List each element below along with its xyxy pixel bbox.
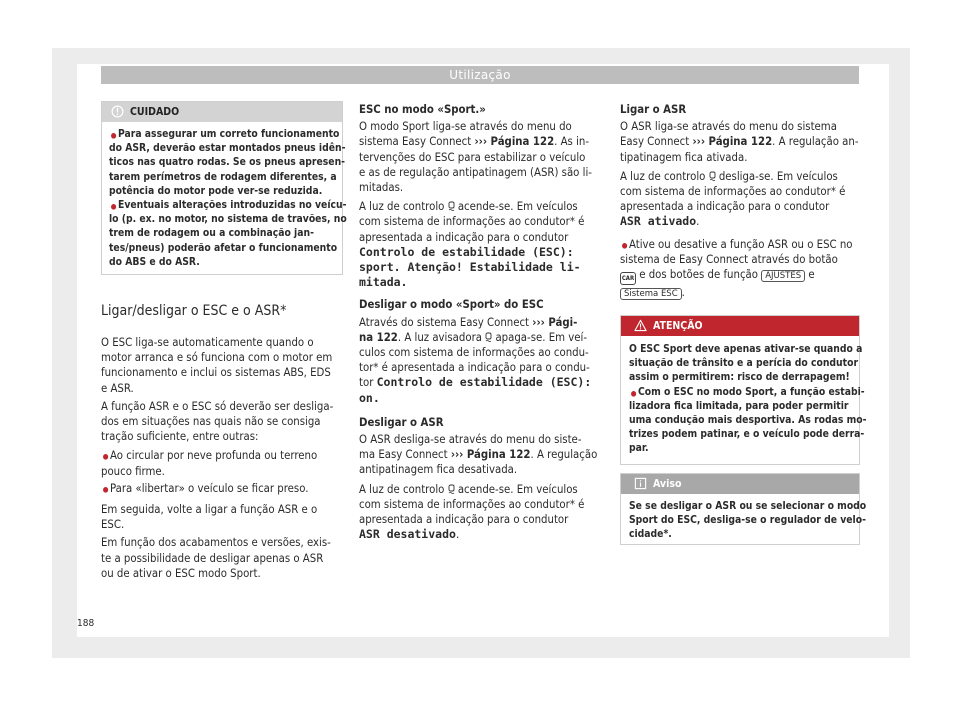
esc-warning-lamp-icon bbox=[448, 201, 455, 212]
caution-line: ticos nas quatro rodas. Se os pneus apresen- bbox=[109, 156, 346, 169]
section-title: Ligar/desligar o ESC e o ASR* bbox=[101, 303, 287, 319]
text-line bbox=[359, 134, 603, 149]
display-message: Controlo de estabilidade (ESC): bbox=[359, 244, 574, 259]
text-line: O ASR desliga-se através do menu do siste- bbox=[359, 433, 582, 447]
text-span: . A regulação bbox=[530, 448, 598, 462]
text-line: dos em situações nas quais não se consiga bbox=[101, 415, 321, 429]
text-line: ou de ativar o ESC modo Sport. bbox=[101, 566, 261, 580]
notice-line: Se se desligar o ASR ou se selecionar o modo bbox=[629, 500, 867, 512]
text-span: . bbox=[696, 215, 700, 229]
text-span: tor bbox=[359, 376, 374, 390]
text-line: A função ASR e o ESC só deverão ser desliga- bbox=[101, 399, 334, 413]
text-span: . A luz avisadora bbox=[397, 330, 482, 344]
text-line bbox=[620, 134, 860, 149]
text-line bbox=[359, 199, 603, 214]
text-line: apresentada a indicação para o condutor bbox=[359, 230, 569, 244]
caution-box bbox=[101, 101, 347, 275]
text-span: acende-se. Em veículos bbox=[454, 200, 578, 214]
text-line: culos com sistema de informações ao condu- bbox=[359, 346, 589, 360]
text-line: ESC. bbox=[101, 518, 125, 532]
text-span: sistema Easy Connect bbox=[359, 135, 472, 149]
text-line bbox=[620, 285, 860, 300]
notice-header bbox=[621, 474, 859, 494]
text-line bbox=[359, 527, 603, 542]
text-line: antipatinagem fica desativada. bbox=[359, 463, 518, 477]
left-column bbox=[101, 335, 341, 581]
info-circle-icon bbox=[111, 105, 124, 118]
warning-label: ATENÇÃO bbox=[653, 320, 703, 332]
text-line: sistema de Easy Connect através do botão bbox=[620, 252, 838, 266]
text-span: . bbox=[455, 528, 460, 542]
text-span: ma Easy Connect bbox=[359, 448, 448, 462]
text-line bbox=[359, 482, 603, 497]
warning-line: assim o permitirem: risco de derrapagem! bbox=[629, 371, 850, 384]
text-line: com sistema de informações ao condutor* é bbox=[359, 497, 585, 511]
warning-line: uma condução mais desportiva. As rodas mo- bbox=[629, 414, 867, 427]
warning-box bbox=[620, 315, 867, 465]
caution-line: Para assegurar um correto funcionamento bbox=[118, 128, 340, 140]
caution-line: do ABS e do ASR. bbox=[109, 255, 200, 268]
text-span: . As in- bbox=[554, 135, 590, 149]
caution-item bbox=[109, 198, 347, 269]
display-message: ASR desativado bbox=[359, 527, 456, 542]
bullet-icon: • bbox=[620, 236, 630, 256]
text-line: com sistema de informações ao condutor* é bbox=[620, 185, 846, 199]
caution-line: Eventuais alterações introduzidas no veícu- bbox=[118, 199, 347, 212]
display-message: on. bbox=[359, 390, 380, 405]
text-line: Para «libertar» o veículo se ficar preso. bbox=[110, 481, 309, 495]
display-message: Controlo de estabilidade (ESC): bbox=[376, 375, 592, 390]
text-line bbox=[620, 169, 860, 184]
caution-item bbox=[109, 127, 346, 198]
info-square-icon bbox=[634, 477, 647, 490]
bullet-icon: • bbox=[109, 198, 119, 218]
bullet-icon: • bbox=[109, 127, 119, 146]
text-line: apresentada a indicação para o condutor bbox=[359, 513, 569, 527]
chapter-header: Utilização bbox=[101, 66, 859, 84]
subheading: Desligar o modo «Sport» do ESC bbox=[359, 298, 544, 312]
page-number: 188 bbox=[77, 618, 95, 629]
text-line: tervenções do ESC para estabilizar o veículo bbox=[359, 150, 586, 164]
subheading: ESC no modo «Sport.» bbox=[359, 103, 486, 116]
list-item bbox=[620, 237, 860, 301]
car-button[interactable]: CAR bbox=[620, 272, 636, 285]
warning-line: trizes podem patinar, e o veículo pode derra- bbox=[629, 428, 865, 441]
notice-label: Aviso bbox=[653, 478, 682, 490]
text-line: te a possibilidade de desligar apenas o ASR bbox=[101, 551, 324, 565]
text-span: A luz de controlo bbox=[620, 169, 706, 183]
warning-body bbox=[621, 336, 867, 456]
text-line: apresentada a indicação para o condutor bbox=[620, 200, 830, 214]
caution-line: trem de rodagem ou a combinação jan- bbox=[109, 227, 314, 240]
display-message: sport. Atenção! Estabilidade li- bbox=[359, 260, 581, 275]
text-line bbox=[620, 214, 860, 229]
page-reference-link[interactable]: ››› Pági- bbox=[532, 315, 578, 329]
text-span: Através do sistema Easy Connect bbox=[359, 315, 530, 329]
notice-box bbox=[620, 473, 867, 545]
warning-line: par. bbox=[629, 442, 649, 455]
list-item bbox=[101, 448, 341, 478]
warning-line: situação de trânsito e a perícia do condutor bbox=[629, 357, 859, 370]
page-reference-link[interactable]: ››› Página 122 bbox=[450, 448, 531, 462]
text-line: Ative ou desative a função ASR ou o ESC no bbox=[629, 237, 853, 251]
middle-column bbox=[359, 102, 603, 542]
caution-line: do ASR, deverão estar montados pneus idên- bbox=[109, 142, 346, 155]
text-line bbox=[359, 330, 603, 345]
subheading: Ligar o ASR bbox=[620, 103, 687, 116]
asr-warning-lamp-icon bbox=[709, 171, 716, 182]
sistema-esc-button[interactable]: Sistema ESC bbox=[620, 288, 682, 300]
ajustes-button[interactable]: AJUSTES bbox=[761, 270, 805, 282]
text-line: tor* é apresentada a indicação para o condu- bbox=[359, 361, 590, 375]
warning-line: O ESC Sport deve apenas ativar-se quando a bbox=[629, 343, 863, 355]
notice-line: cidade*. bbox=[629, 528, 672, 541]
caution-label: CUIDADO bbox=[130, 106, 180, 118]
text-span: A luz de controlo bbox=[359, 482, 445, 496]
right-column bbox=[620, 102, 860, 300]
page-reference-link[interactable]: na 122 bbox=[359, 330, 398, 344]
text-line: O ESC liga-se automaticamente quando o bbox=[101, 336, 314, 349]
text-span: e bbox=[805, 268, 815, 282]
text-line: Ao circular por neve profunda ou terreno bbox=[110, 449, 318, 463]
page-reference-link[interactable]: ››› Página 122 bbox=[692, 135, 773, 149]
text-line: O ASR liga-se através do menu do sistema bbox=[620, 120, 837, 134]
text-line: Em função dos acabamentos e versões, exis- bbox=[101, 536, 331, 550]
bullet-icon: • bbox=[101, 448, 111, 468]
text-line: Em seguida, volte a ligar a função ASR e o bbox=[101, 503, 318, 517]
warning-item bbox=[629, 384, 867, 456]
text-line bbox=[620, 267, 860, 285]
caution-line: potência do motor pode ver-se reduzida. bbox=[109, 184, 323, 197]
subheading: Desligar o ASR bbox=[359, 415, 444, 429]
text-span: A luz de controlo bbox=[359, 200, 445, 214]
bullet-icon: • bbox=[629, 384, 639, 404]
text-span: e dos botões de função bbox=[636, 268, 762, 282]
caution-header bbox=[102, 102, 342, 122]
text-line: mitadas. bbox=[359, 181, 404, 195]
text-line: O modo Sport liga-se através do menu do bbox=[359, 120, 572, 134]
text-line: funcionamento e inclui os sistemas ABS, EDS bbox=[101, 366, 331, 380]
caution-body bbox=[102, 122, 347, 269]
display-message: ASR ativado bbox=[620, 214, 697, 229]
text-span: . bbox=[681, 286, 685, 300]
text-line: tração suficiente, entre outras: bbox=[101, 430, 259, 444]
text-line: motor arranca e só funciona com o motor em bbox=[101, 351, 333, 365]
warning-triangle-icon bbox=[634, 319, 647, 332]
text-line: com sistema de informações ao condutor* é bbox=[359, 215, 585, 229]
text-line: pouco firme. bbox=[101, 464, 165, 478]
caution-line: tes/pneus) poderão afetar o funcionamento bbox=[109, 241, 338, 254]
caution-line: lo (p. ex. no motor, no sistema de travões, no bbox=[109, 213, 347, 226]
list-item bbox=[101, 480, 341, 500]
bullet-icon: • bbox=[101, 480, 111, 500]
text-span: acende-se. Em veículos bbox=[454, 482, 578, 496]
text-line bbox=[359, 447, 603, 462]
warning-line: lizadora fica limitada, para poder permitir bbox=[629, 399, 849, 412]
warning-line: Com o ESC no modo Sport, a função estabi- bbox=[638, 385, 865, 398]
notice-body bbox=[621, 494, 867, 542]
text-span: desliga-se. Em veículos bbox=[715, 169, 838, 183]
text-line bbox=[359, 315, 603, 330]
text-line: tipatinagem fica ativada. bbox=[620, 150, 748, 164]
text-span: Easy Connect bbox=[620, 135, 690, 149]
text-span: apaga-se. Em veí- bbox=[492, 330, 588, 344]
text-line bbox=[359, 375, 603, 390]
text-line: e as de regulação antipatinagem (ASR) são li- bbox=[359, 165, 592, 179]
text-line: e ASR. bbox=[101, 381, 134, 395]
text-span: . A regulação an- bbox=[772, 135, 859, 149]
page-reference-link[interactable]: ››› Página 122 bbox=[474, 135, 555, 149]
warning-header bbox=[621, 316, 859, 336]
caution-line: tarem perímetros de rodagem diferentes, a bbox=[109, 170, 337, 183]
esc-warning-lamp-icon bbox=[448, 484, 455, 495]
display-message: mitada. bbox=[359, 275, 408, 290]
notice-line: Sport do ESC, desliga-se o regulador de velo- bbox=[629, 514, 866, 527]
